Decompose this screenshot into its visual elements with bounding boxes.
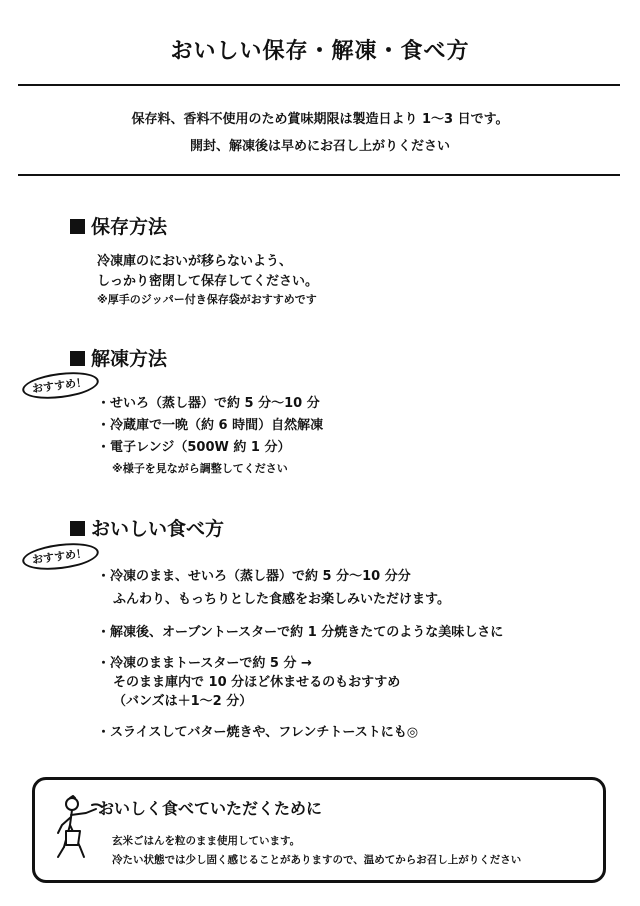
- tip-title: おいしく食べていただくために: [98, 799, 323, 818]
- intro-line-2: 開封、解凍後は早めにお召し上がりください: [189, 139, 450, 154]
- eat-heading: [70, 514, 224, 541]
- eat-item-3-line-2: そのまま庫内で 10 分ほど休ませるのもおすすめ: [113, 675, 401, 690]
- square-bullet-icon: [70, 351, 85, 366]
- tip-line-1: 玄米ごはんを粒のまま使用しています。: [112, 835, 301, 847]
- square-bullet-icon: [70, 521, 85, 536]
- eat-item-2: ・解凍後、オーブントースターで約 1 分焼きたてのような美味しさに: [97, 625, 504, 640]
- recommend-badge: おすすめ！: [21, 539, 101, 573]
- square-bullet-icon: [70, 219, 85, 234]
- storage-note: ※厚手のジッパー付き保存袋がおすすめです: [97, 293, 317, 306]
- eat-item-3-line-1: ・冷凍のままトースターで約 5 分 →: [97, 656, 312, 671]
- storage-line-1: 冷凍庫のにおいが移らないよう、: [97, 254, 293, 269]
- thaw-note: ※様子を見ながら調整してください: [112, 462, 288, 475]
- storage-heading-text: 保存方法: [91, 216, 168, 238]
- page-title: おいしい保存・解凍・食べ方: [170, 39, 470, 64]
- divider-top: [18, 84, 620, 86]
- eat-heading-text: おいしい食べ方: [91, 518, 225, 540]
- intro-line-1: 保存料、香料不使用のため賞味期限は製造日より 1〜3 日です。: [131, 112, 509, 127]
- tip-box: [32, 777, 606, 883]
- divider-bottom: [18, 174, 620, 176]
- thaw-item-3: ・電子レンジ（500W 約 1 分）: [97, 440, 291, 455]
- thaw-item-2: ・冷蔵庫で一晩（約 6 時間）自然解凍: [97, 418, 324, 433]
- tip-line-2: 冷たい状態では少し固く感じることがありますので、温めてからお召し上がりください: [112, 854, 522, 866]
- eat-item-4: ・スライスしてバター焼きや、フレンチトーストにも◎: [97, 725, 419, 740]
- eat-item-3-line-3: （バンズは＋1〜2 分）: [113, 694, 253, 709]
- recommend-badge: おすすめ！: [21, 368, 101, 402]
- thaw-heading: [70, 344, 167, 371]
- eat-item-1-line-2: ふんわり、もっちりとした食感をお楽しみいただけます。: [113, 592, 450, 607]
- person-eating-icon: [52, 795, 104, 861]
- storage-heading: [70, 212, 167, 239]
- eat-item-1-line-1: ・冷凍のまま、せいろ（蒸し器）で約 5 分〜10 分分: [97, 569, 411, 584]
- thaw-heading-text: 解凍方法: [91, 348, 168, 370]
- thaw-item-1: ・せいろ（蒸し器）で約 5 分〜10 分: [97, 396, 320, 411]
- storage-line-2: しっかり密閉して保存してください。: [97, 274, 319, 289]
